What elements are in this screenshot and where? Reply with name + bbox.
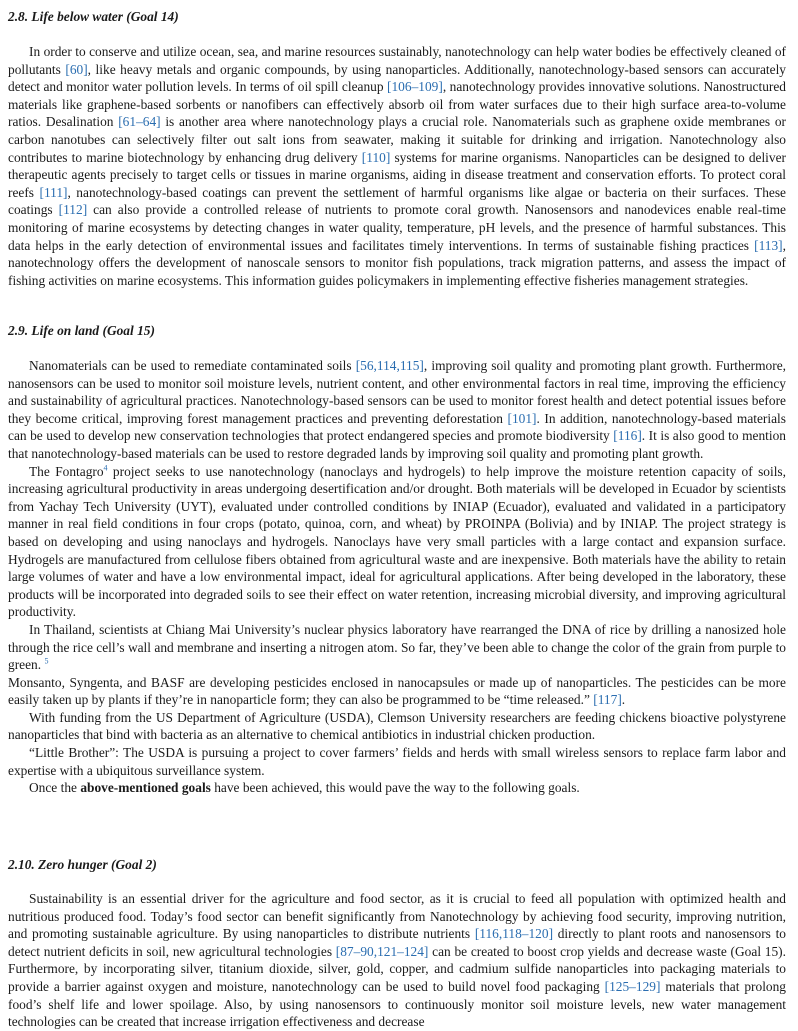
citation-link[interactable]: [116] <box>613 428 642 444</box>
text-run: project seeks to use nanotechnology (nanoclays and hydrogels) to help improve the moisture retention capacity of soils, increasing agricultural productivity in areas undergoing desertification and/or drought. Both materials will be developed in Ecuador by scientists from Yachay Tech University (UYT), evaluated under controlled conditions by INIAP (Ecuador), evaluated and validated in a participatory manner in real field conditions in four crops (potato, quinoa, corn, and wheat) by PROINPA (Bolivia) and by INIAP. The project strategy is based on developing and using nanoclays and hydrogels. Nanoclays have very small particles with a large contact and expansion surface. Hydrogels are manufactured from cellulose fibers obtained from agricultural waste and are inexpensive. Both materials have the ability to retain large volumes of water and have a low environmental impact, ideal for agricultural applications. After being developed in the laboratory, these products will be incorporated into degraded soils to see their effect on water retention, increasing microbial diversity, and improving agricultural productivity. <box>8 463 786 620</box>
text-run: Nanomaterials can be used to remediate contaminated soils <box>29 358 356 373</box>
citation-link[interactable]: [60] <box>65 61 88 77</box>
paragraph <box>8 357 786 463</box>
text-run: , nanotechnology-based coatings can prevent the settlement of harmful organisms like algae or bacteria on their surfaces. These coatings <box>8 184 786 218</box>
paragraph <box>8 621 786 674</box>
footnote-ref[interactable]: 5 <box>44 656 49 666</box>
citation-link[interactable]: [125–129] <box>604 978 661 994</box>
citation-link[interactable]: [117] <box>593 692 622 708</box>
citation-link[interactable]: [111] <box>39 184 68 200</box>
paragraph <box>8 744 786 779</box>
paragraph <box>8 890 786 1031</box>
citation-link[interactable]: [56,114,115] <box>355 358 424 373</box>
text-run: Once the <box>29 780 81 796</box>
bold-text: above-mentioned goals <box>80 780 211 796</box>
text-run: In order to conserve and utilize ocean, sea, and marine resources sustainably, nanotechnology can help water bodies be effectively cleaned of pollutants <box>8 44 786 77</box>
text-run: , nanotechnology provides innovative solutions. Nanostructured materials like graphene-based sorbents or nanofibers can effectively absorb oil from water surfaces due to their high surface area-to-volume ratios. Desalination <box>8 79 786 130</box>
paragraph <box>8 463 786 621</box>
text-run: can be created to boost crop yields and decrease waste (Goal 15). Furthermore, by incorporating silver, titanium dioxide, silver, gold, copper, and cadmium sulfide nanoparticles into packaging materials to provide a barrier against oxygen and moisture, nanotechnology can be used to build novel food packaging <box>8 943 786 994</box>
citation-link[interactable]: [101] <box>507 410 537 426</box>
paragraph <box>8 43 786 289</box>
text-run: Monsanto, Syngenta, and BASF are developing pesticides enclosed in nanocapsules or made up of nanoparticles. The pesticides can be more easily taken up by plants if they’re in nanoparticle form; they can also be programmed to be “time released.” <box>8 674 786 708</box>
text-run: The Fontagro <box>29 463 104 479</box>
section-heading-zero-hunger: 2.10. Zero hunger (Goal 2) <box>8 857 157 872</box>
text-run: “Little Brother”: The USDA is pursuing a project to cover farmers’ fields and herds with small wireless sensors to replace farm labor and expertise with a ubiquitous surveillance system. <box>8 745 786 778</box>
section-heading-life-below-water: 2.8. Life below water (Goal 14) <box>8 9 179 24</box>
text-run: . In addition, nanotechnology-based materials can be used to develop new conservation technologies that protect endangered species and promote biodiversity <box>8 410 786 444</box>
text-run: With funding from the US Department of Agriculture (USDA), Clemson University researchers are feeding chickens bioactive polystyrene nanoparticles that bind with bacteria as an alternative to chemical antibiotics in industrial chicken production. <box>8 709 786 743</box>
section-heading-life-on-land: 2.9. Life on land (Goal 15) <box>8 323 155 338</box>
citation-link[interactable]: [112] <box>58 202 88 218</box>
footnote-ref[interactable]: 4 <box>103 463 108 473</box>
text-run: . It is also good to mention that nanotechnology-based materials can be used to restore degraded lands by improving soil quality and promoting plant growth. <box>8 428 786 461</box>
paragraph <box>8 709 786 744</box>
paragraph <box>8 779 786 797</box>
citation-link[interactable]: [87–90,121–124] <box>335 943 429 959</box>
text-run: materials that prolong food’s shelf life and lower spoilage. Also, by using nanosensors to continuously monitor soil moisture levels, new water management technologies can be created that increase irrigation effectiveness and decrease <box>8 978 786 1030</box>
section-body-life-on-land <box>8 357 786 797</box>
text-run: directly to plant roots and nanosensors to detect nutrient deficits in soil, new agricultural technologies <box>8 926 786 959</box>
paragraph <box>8 674 786 709</box>
citation-link[interactable]: [61–64] <box>118 114 161 130</box>
text-run: can also provide a controlled release of nutrients to promote coral growth. Nanosensors and nanodevices enable real-time monitoring of marine ecosystems by detecting changes in water quality, temperature, pH levels, and the presence of harmful substances. This data helps in the early detection of environmental issues and facilitates timely interventions. In terms of sustainable fishing practices <box>8 202 786 253</box>
text-run: , nanotechnology offers the development of nanoscale sensors to monitor fish populations, track migration patterns, and assess the impact of fishing activities on marine ecosystems. This information guides policymakers in implementing effective fisheries management strategies. <box>8 237 786 288</box>
text-run: , like heavy metals and organic compounds, by using nanoparticles. Additionally, nanotechnology-based sensors can accurately detect and monitor water pollution levels. In terms of oil spill cleanup <box>8 61 786 95</box>
text-run: have been achieved, this would pave the way to the following goals. <box>210 780 580 796</box>
section-body-zero-hunger <box>8 890 786 1031</box>
section-body-life-below-water <box>8 43 786 289</box>
text-run: In Thailand, scientists at Chiang Mai University’s nuclear physics laboratory have rearranged the DNA of rice by drilling a nanosized hole through the rice cell’s wall and membrane and inserting a nitrogen atom. So far, they’ve been able to change the color of the grain from purple to green. <box>8 621 786 673</box>
citation-link[interactable]: [116,118–120] <box>474 926 554 942</box>
citation-link[interactable]: [106–109] <box>387 79 443 95</box>
text-run: , improving soil quality and promoting plant growth. Furthermore, nanosensors can be used to monitor soil moisture levels, nutrient content, and other environmental factors in real time, improving the efficiency and sustainability of agricultural practices. Nanotechnology-based sensors can be used to monitor forest health and detect potential issues before they become critical, improving forest management practices and preventing deforestation <box>8 358 786 426</box>
text-run: Sustainability is an essential driver for the agriculture and food sector, as it is crucial to feed all population with optimized health and nutritious produced food. Today’s food sector can benefit significantly from Nanotechnology by achieving food security, improving nutrition, and promoting sustainable agriculture. By using nanoparticles to distribute nutrients <box>8 891 786 942</box>
text-run: is another area where nanotechnology plays a crucial role. Nanomaterials such as graphene oxide membranes or carbon nanotubes can selectively filter out salt ions from seawater, making it suitable for drinking and irrigation. Nanotechnology also contributes to marine biotechnology by enhancing drug delivery <box>8 114 786 165</box>
citation-link[interactable]: [113] <box>754 237 783 253</box>
citation-link[interactable]: [110] <box>361 149 391 165</box>
text-run: . <box>621 692 626 708</box>
text-run: systems for marine organisms. Nanoparticles can be designed to deliver therapeutic agents precisely to target cells or tissues in marine organisms, aiding in disease treatment and conservation efforts. To protect coral reefs <box>8 149 786 200</box>
